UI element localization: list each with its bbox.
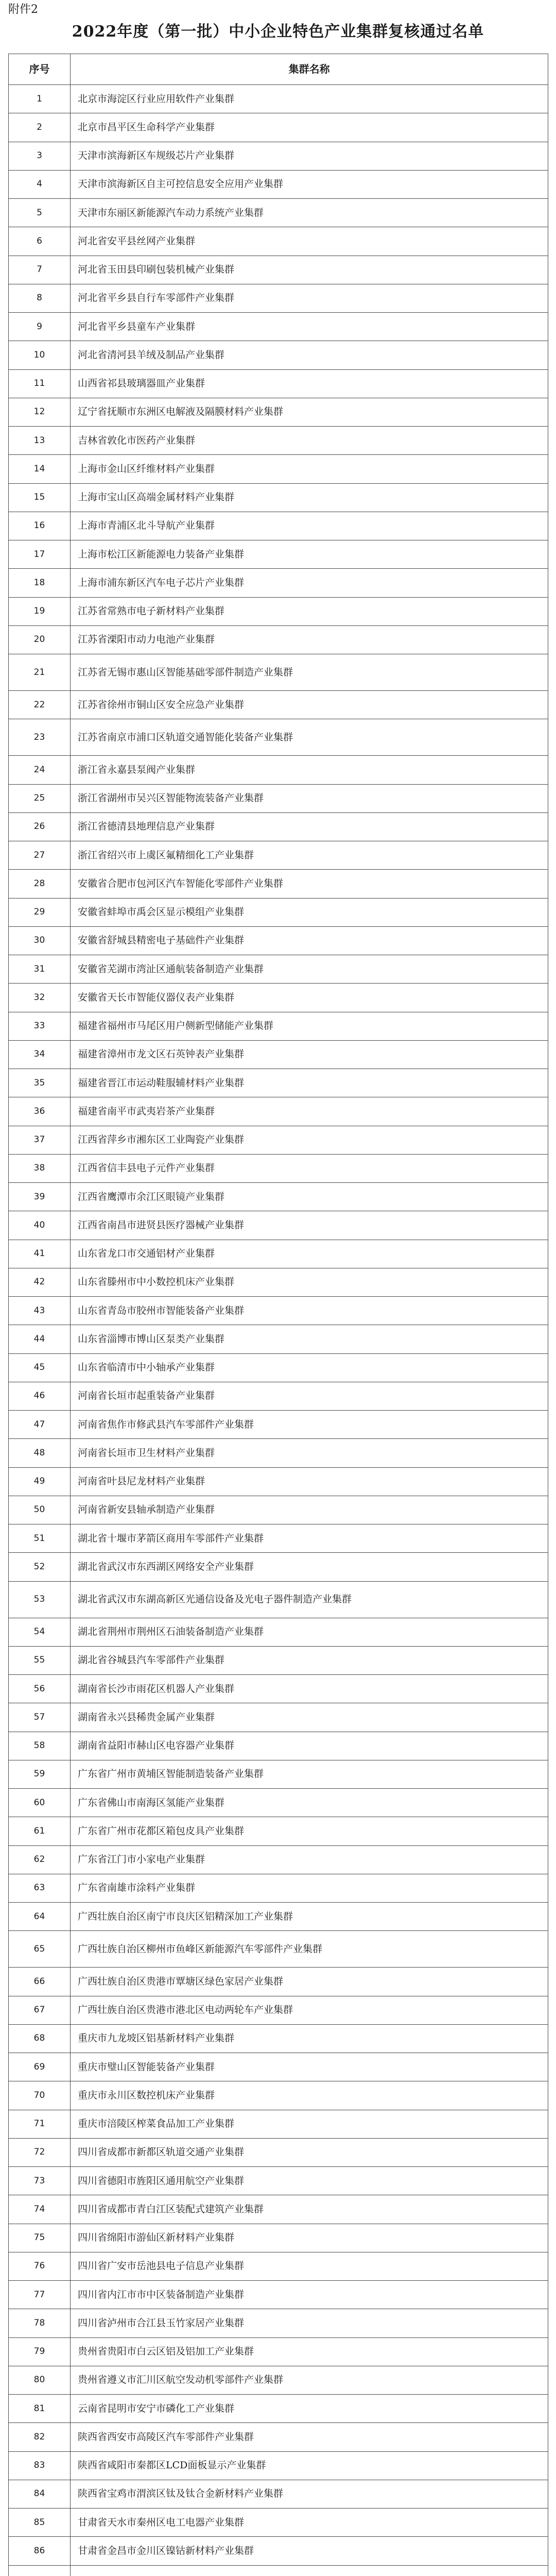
cluster-name-cell bbox=[71, 2565, 548, 2576]
cluster-name-cell: 广东省南雄市涂料产业集群 bbox=[71, 1874, 548, 1902]
table-row bbox=[9, 1496, 548, 1524]
cluster-name-cell: 湖北省荆州市荆州区石油装备制造产业集群 bbox=[71, 1618, 548, 1646]
serial-number-cell: 60 bbox=[9, 1789, 71, 1817]
cluster-name-cell: 重庆市永川区数控机床产业集群 bbox=[71, 2081, 548, 2110]
table-row bbox=[9, 2509, 548, 2537]
serial-number-cell: 4 bbox=[9, 170, 71, 198]
serial-number-cell: 52 bbox=[9, 1553, 71, 1581]
table-row bbox=[9, 984, 548, 1012]
table-row bbox=[9, 398, 548, 426]
serial-number-cell: 85 bbox=[9, 2509, 71, 2537]
table-row bbox=[9, 1097, 548, 1126]
serial-number-cell: 36 bbox=[9, 1097, 71, 1126]
serial-number-cell: 77 bbox=[9, 2281, 71, 2309]
table-row bbox=[9, 1553, 548, 1581]
table-row bbox=[9, 2224, 548, 2252]
cluster-name-cell: 广东省广州市黄埔区智能制造装备产业集群 bbox=[71, 1760, 548, 1788]
serial-number-cell: 13 bbox=[9, 427, 71, 455]
cluster-name-cell: 广东省佛山市南海区氢能产业集群 bbox=[71, 1789, 548, 1817]
serial-number-cell: 53 bbox=[9, 1581, 71, 1618]
cluster-name-cell: 北京市海淀区行业应用软件产业集群 bbox=[71, 85, 548, 113]
cluster-name-cell: 陕西省西安市高陵区汽车零部件产业集群 bbox=[71, 2423, 548, 2451]
table-row bbox=[9, 85, 548, 113]
table-row bbox=[9, 1297, 548, 1325]
cluster-name-cell: 山东省滕州市中小数控机床产业集群 bbox=[71, 1268, 548, 1296]
cluster-name-cell: 安徽省蚌埠市禹会区显示模组产业集群 bbox=[71, 898, 548, 926]
table-row bbox=[9, 784, 548, 812]
table-row bbox=[9, 2252, 548, 2280]
serial-number-cell: 80 bbox=[9, 2366, 71, 2394]
serial-number-cell: 19 bbox=[9, 597, 71, 625]
serial-number-cell: 56 bbox=[9, 1675, 71, 1703]
table-body bbox=[9, 85, 548, 2576]
cluster-name-cell: 甘肃省金昌市金川区镍钴新材料产业集群 bbox=[71, 2537, 548, 2565]
table-row bbox=[9, 1069, 548, 1097]
table-row bbox=[9, 1467, 548, 1496]
table-row bbox=[9, 2337, 548, 2366]
table-row bbox=[9, 654, 548, 691]
serial-number-cell: 34 bbox=[9, 1040, 71, 1069]
header-cluster-name: 集群名称 bbox=[71, 54, 548, 85]
cluster-name-cell: 江苏省常熟市电子新材料产业集群 bbox=[71, 597, 548, 625]
cluster-name-cell: 福建省南平市武夷岩茶产业集群 bbox=[71, 1097, 548, 1126]
cluster-name-cell: 浙江省绍兴市上虞区氟精细化工产业集群 bbox=[71, 841, 548, 870]
table-row bbox=[9, 1126, 548, 1154]
table-row bbox=[9, 2565, 548, 2576]
serial-number-cell: 10 bbox=[9, 341, 71, 369]
cluster-name-cell: 湖南省益阳市赫山区电容器产业集群 bbox=[71, 1732, 548, 1760]
serial-number-cell: 75 bbox=[9, 2224, 71, 2252]
cluster-name-cell: 安徽省合肥市包河区汽车智能化零部件产业集群 bbox=[71, 870, 548, 898]
serial-number-cell: 61 bbox=[9, 1817, 71, 1845]
serial-number-cell: 84 bbox=[9, 2480, 71, 2508]
serial-number-cell: 28 bbox=[9, 870, 71, 898]
cluster-name-cell: 江苏省溧阳市动力电池产业集群 bbox=[71, 625, 548, 654]
serial-number-cell: 42 bbox=[9, 1268, 71, 1296]
header-serial-number: 序号 bbox=[9, 54, 71, 85]
serial-number-cell: 86 bbox=[9, 2537, 71, 2565]
table-row bbox=[9, 1760, 548, 1788]
serial-number-cell: 43 bbox=[9, 1297, 71, 1325]
table-row bbox=[9, 1012, 548, 1040]
table-row bbox=[9, 1732, 548, 1760]
table-row bbox=[9, 1789, 548, 1817]
table-row bbox=[9, 1439, 548, 1467]
serial-number-cell: 27 bbox=[9, 841, 71, 870]
cluster-name-cell: 山东省龙口市交通铝材产业集群 bbox=[71, 1240, 548, 1268]
cluster-name-cell: 安徽省舒城县精密电子基础件产业集群 bbox=[71, 926, 548, 955]
table-row bbox=[9, 2366, 548, 2394]
table-row bbox=[9, 1903, 548, 1931]
table-row bbox=[9, 313, 548, 341]
table-row bbox=[9, 898, 548, 926]
table-row bbox=[9, 427, 548, 455]
cluster-name-cell: 四川省绵阳市游仙区新材料产业集群 bbox=[71, 2224, 548, 2252]
serial-number-cell: 2 bbox=[9, 113, 71, 142]
cluster-name-cell: 河北省平乡县童车产业集群 bbox=[71, 313, 548, 341]
serial-number-cell: 41 bbox=[9, 1240, 71, 1268]
serial-number-cell: 3 bbox=[9, 142, 71, 170]
serial-number-cell: 57 bbox=[9, 1703, 71, 1732]
table-row bbox=[9, 1382, 548, 1410]
serial-number-cell: 22 bbox=[9, 691, 71, 719]
table-row bbox=[9, 341, 548, 369]
table-row bbox=[9, 256, 548, 284]
serial-number-cell: 45 bbox=[9, 1353, 71, 1382]
attachment-label: 附件2 bbox=[8, 3, 38, 16]
cluster-name-cell: 福建省漳州市龙文区石英钟表产业集群 bbox=[71, 1040, 548, 1069]
serial-number-cell: 74 bbox=[9, 2195, 71, 2224]
table-row bbox=[9, 2053, 548, 2081]
table-row bbox=[9, 1154, 548, 1182]
cluster-name-cell: 河北省安平县丝网产业集群 bbox=[71, 227, 548, 256]
serial-number-cell: 67 bbox=[9, 1996, 71, 2024]
cluster-name-cell: 河南省长垣市起重装备产业集群 bbox=[71, 1382, 548, 1410]
serial-number-cell: 18 bbox=[9, 569, 71, 597]
cluster-name-cell: 湖北省十堰市茅箭区商用车零部件产业集群 bbox=[71, 1524, 548, 1553]
table-row bbox=[9, 1817, 548, 1845]
cluster-name-cell: 广西壮族自治区贵港市港北区电动两轮车产业集群 bbox=[71, 1996, 548, 2024]
serial-number-cell: 69 bbox=[9, 2053, 71, 2081]
serial-number-cell: 62 bbox=[9, 1845, 71, 1874]
cluster-name-cell: 甘肃省天水市秦州区电工电器产业集群 bbox=[71, 2509, 548, 2537]
cluster-name-cell: 江苏省南京市浦口区轨道交通智能化装备产业集群 bbox=[71, 719, 548, 756]
table-row bbox=[9, 2281, 548, 2309]
cluster-name-cell: 陕西省咸阳市秦都区LCD面板显示产业集群 bbox=[71, 2451, 548, 2480]
cluster-name-cell: 贵州省贵阳市白云区铝及铝加工产业集群 bbox=[71, 2337, 548, 2366]
serial-number-cell: 14 bbox=[9, 455, 71, 483]
table-row bbox=[9, 199, 548, 227]
serial-number-cell: 5 bbox=[9, 199, 71, 227]
cluster-name-cell: 上海市宝山区高端金属材料产业集群 bbox=[71, 483, 548, 512]
table-row bbox=[9, 1646, 548, 1674]
serial-number-cell: 23 bbox=[9, 719, 71, 756]
serial-number-cell: 78 bbox=[9, 2309, 71, 2337]
cluster-name-cell: 四川省德阳市旌阳区通用航空产业集群 bbox=[71, 2167, 548, 2195]
table-row bbox=[9, 719, 548, 756]
serial-number-cell: 16 bbox=[9, 512, 71, 540]
cluster-name-cell: 河北省玉田县印刷包装机械产业集群 bbox=[71, 256, 548, 284]
cluster-name-cell: 河北省清河县羊绒及制品产业集群 bbox=[71, 341, 548, 369]
table-row bbox=[9, 1353, 548, 1382]
table-row bbox=[9, 2110, 548, 2138]
serial-number-cell: 58 bbox=[9, 1732, 71, 1760]
serial-number-cell bbox=[9, 2565, 71, 2576]
table-row bbox=[9, 1183, 548, 1211]
serial-number-cell: 7 bbox=[9, 256, 71, 284]
table-row bbox=[9, 2395, 548, 2423]
cluster-name-cell: 湖北省谷城县汽车零部件产业集群 bbox=[71, 1646, 548, 1674]
serial-number-cell: 1 bbox=[9, 85, 71, 113]
table-row bbox=[9, 170, 548, 198]
table-row bbox=[9, 540, 548, 569]
table-row bbox=[9, 2423, 548, 2451]
cluster-name-cell: 重庆市涪陵区榨菜食品加工产业集群 bbox=[71, 2110, 548, 2138]
cluster-name-cell: 福建省福州市马尾区用户侧新型储能产业集群 bbox=[71, 1012, 548, 1040]
cluster-name-cell: 山东省青岛市胶州市智能装备产业集群 bbox=[71, 1297, 548, 1325]
table-row bbox=[9, 597, 548, 625]
serial-number-cell: 70 bbox=[9, 2081, 71, 2110]
serial-number-cell: 54 bbox=[9, 1618, 71, 1646]
table-row bbox=[9, 1040, 548, 1069]
table-row bbox=[9, 2480, 548, 2508]
serial-number-cell: 66 bbox=[9, 1968, 71, 1996]
cluster-list-table bbox=[8, 54, 548, 2576]
cluster-name-cell: 江苏省徐州市铜山区安全应急产业集群 bbox=[71, 691, 548, 719]
table-row bbox=[9, 1581, 548, 1618]
cluster-name-cell: 湖南省长沙市雨花区机器人产业集群 bbox=[71, 1675, 548, 1703]
serial-number-cell: 38 bbox=[9, 1154, 71, 1182]
cluster-name-cell: 湖北省武汉市东湖高新区光通信设备及光电子器件制造产业集群 bbox=[71, 1581, 548, 1618]
serial-number-cell: 76 bbox=[9, 2252, 71, 2280]
cluster-name-cell: 江苏省无锡市惠山区智能基础零部件制造产业集群 bbox=[71, 654, 548, 691]
table-header-row bbox=[9, 54, 548, 85]
serial-number-cell: 73 bbox=[9, 2167, 71, 2195]
serial-number-cell: 82 bbox=[9, 2423, 71, 2451]
cluster-name-cell: 河北省平乡县自行车零部件产业集群 bbox=[71, 284, 548, 312]
table-row bbox=[9, 1325, 548, 1353]
table-row bbox=[9, 2451, 548, 2480]
table-row bbox=[9, 1874, 548, 1902]
cluster-name-cell: 河南省叶县尼龙材料产业集群 bbox=[71, 1467, 548, 1496]
serial-number-cell: 25 bbox=[9, 784, 71, 812]
cluster-name-cell: 安徽省芜湖市湾沚区通航装备制造产业集群 bbox=[71, 955, 548, 984]
cluster-name-cell: 河南省焦作市修武县汽车零部件产业集群 bbox=[71, 1411, 548, 1439]
table-row bbox=[9, 841, 548, 870]
table-row bbox=[9, 227, 548, 256]
table-row bbox=[9, 1675, 548, 1703]
cluster-name-cell: 江西省萍乡市湘东区工业陶瓷产业集群 bbox=[71, 1126, 548, 1154]
serial-number-cell: 24 bbox=[9, 756, 71, 784]
table-row bbox=[9, 625, 548, 654]
cluster-name-cell: 福建省晋江市运动鞋服辅材料产业集群 bbox=[71, 1069, 548, 1097]
serial-number-cell: 37 bbox=[9, 1126, 71, 1154]
serial-number-cell: 26 bbox=[9, 812, 71, 841]
cluster-name-cell: 上海市松江区新能源电力装备产业集群 bbox=[71, 540, 548, 569]
table-row bbox=[9, 569, 548, 597]
table-row bbox=[9, 1968, 548, 1996]
table-row bbox=[9, 142, 548, 170]
cluster-name-cell: 广东省广州市花都区箱包皮具产业集群 bbox=[71, 1817, 548, 1845]
table-row bbox=[9, 1211, 548, 1240]
cluster-name-cell: 四川省成都市青白江区装配式建筑产业集群 bbox=[71, 2195, 548, 2224]
table-row bbox=[9, 1845, 548, 1874]
cluster-name-cell: 北京市昌平区生命科学产业集群 bbox=[71, 113, 548, 142]
table-row bbox=[9, 512, 548, 540]
serial-number-cell: 59 bbox=[9, 1760, 71, 1788]
serial-number-cell: 83 bbox=[9, 2451, 71, 2480]
cluster-name-cell: 四川省内江市市中区装备制造产业集群 bbox=[71, 2281, 548, 2309]
table-row bbox=[9, 113, 548, 142]
cluster-name-cell: 广东省江门市小家电产业集群 bbox=[71, 1845, 548, 1874]
table-row bbox=[9, 1996, 548, 2024]
table-row bbox=[9, 1268, 548, 1296]
serial-number-cell: 55 bbox=[9, 1646, 71, 1674]
cluster-name-cell: 山东省临清市中小轴承产业集群 bbox=[71, 1353, 548, 1382]
serial-number-cell: 47 bbox=[9, 1411, 71, 1439]
table-row bbox=[9, 1703, 548, 1732]
serial-number-cell: 35 bbox=[9, 1069, 71, 1097]
table-row bbox=[9, 1524, 548, 1553]
serial-number-cell: 65 bbox=[9, 1931, 71, 1968]
table-row bbox=[9, 2309, 548, 2337]
table-row bbox=[9, 2195, 548, 2224]
serial-number-cell: 71 bbox=[9, 2110, 71, 2138]
cluster-name-cell: 浙江省德清县地理信息产业集群 bbox=[71, 812, 548, 841]
table-row bbox=[9, 1618, 548, 1646]
table-row bbox=[9, 369, 548, 398]
table-row bbox=[9, 455, 548, 483]
serial-number-cell: 32 bbox=[9, 984, 71, 1012]
serial-number-cell: 8 bbox=[9, 284, 71, 312]
cluster-name-cell: 江西省鹰潭市余江区眼镜产业集群 bbox=[71, 1183, 548, 1211]
cluster-name-cell: 浙江省永嘉县泵阀产业集群 bbox=[71, 756, 548, 784]
serial-number-cell: 44 bbox=[9, 1325, 71, 1353]
cluster-name-cell: 重庆市九龙坡区铝基新材料产业集群 bbox=[71, 2024, 548, 2053]
table-row bbox=[9, 812, 548, 841]
cluster-name-cell: 陕西省宝鸡市渭滨区钛及钛合金新材料产业集群 bbox=[71, 2480, 548, 2508]
cluster-name-cell: 湖南省永兴县稀贵金属产业集群 bbox=[71, 1703, 548, 1732]
serial-number-cell: 30 bbox=[9, 926, 71, 955]
table-row bbox=[9, 284, 548, 312]
cluster-name-cell: 广西壮族自治区贵港市覃塘区绿色家居产业集群 bbox=[71, 1968, 548, 1996]
serial-number-cell: 15 bbox=[9, 483, 71, 512]
serial-number-cell: 63 bbox=[9, 1874, 71, 1902]
cluster-name-cell: 四川省成都市新都区轨道交通产业集群 bbox=[71, 2138, 548, 2166]
cluster-name-cell: 云南省昆明市安宁市磷化工产业集群 bbox=[71, 2395, 548, 2423]
cluster-name-cell: 天津市东丽区新能源汽车动力系统产业集群 bbox=[71, 199, 548, 227]
cluster-name-cell: 山东省淄博市博山区泵类产业集群 bbox=[71, 1325, 548, 1353]
cluster-name-cell: 贵州省遵义市汇川区航空发动机零部件产业集群 bbox=[71, 2366, 548, 2394]
cluster-name-cell: 上海市金山区纤维材料产业集群 bbox=[71, 455, 548, 483]
cluster-name-cell: 山西省祁县玻璃器皿产业集群 bbox=[71, 369, 548, 398]
cluster-name-cell: 河南省长垣市卫生材料产业集群 bbox=[71, 1439, 548, 1467]
cluster-name-cell: 四川省广安市岳池县电子信息产业集群 bbox=[71, 2252, 548, 2280]
serial-number-cell: 21 bbox=[9, 654, 71, 691]
serial-number-cell: 39 bbox=[9, 1183, 71, 1211]
cluster-name-cell: 重庆市璧山区智能装备产业集群 bbox=[71, 2053, 548, 2081]
table-row bbox=[9, 483, 548, 512]
serial-number-cell: 72 bbox=[9, 2138, 71, 2166]
serial-number-cell: 68 bbox=[9, 2024, 71, 2053]
serial-number-cell: 51 bbox=[9, 1524, 71, 1553]
cluster-name-cell: 上海市浦东新区汽车电子芯片产业集群 bbox=[71, 569, 548, 597]
cluster-name-cell: 湖北省武汉市东西湖区网络安全产业集群 bbox=[71, 1553, 548, 1581]
serial-number-cell: 31 bbox=[9, 955, 71, 984]
serial-number-cell: 33 bbox=[9, 1012, 71, 1040]
serial-number-cell: 40 bbox=[9, 1211, 71, 1240]
table-row bbox=[9, 926, 548, 955]
table-row bbox=[9, 2081, 548, 2110]
serial-number-cell: 6 bbox=[9, 227, 71, 256]
cluster-name-cell: 辽宁省抚顺市东洲区电解液及隔膜材料产业集群 bbox=[71, 398, 548, 426]
table-row bbox=[9, 955, 548, 984]
serial-number-cell: 11 bbox=[9, 369, 71, 398]
cluster-name-cell: 广西壮族自治区南宁市良庆区铝精深加工产业集群 bbox=[71, 1903, 548, 1931]
table-row bbox=[9, 1931, 548, 1968]
cluster-name-cell: 浙江省湖州市吴兴区智能物流装备产业集群 bbox=[71, 784, 548, 812]
cluster-name-cell: 天津市滨海新区车规级芯片产业集群 bbox=[71, 142, 548, 170]
cluster-name-cell: 安徽省天长市智能仪器仪表产业集群 bbox=[71, 984, 548, 1012]
serial-number-cell: 64 bbox=[9, 1903, 71, 1931]
serial-number-cell: 20 bbox=[9, 625, 71, 654]
serial-number-cell: 50 bbox=[9, 1496, 71, 1524]
cluster-name-cell: 吉林省敦化市医药产业集群 bbox=[71, 427, 548, 455]
cluster-name-cell: 四川省泸州市合江县玉竹家居产业集群 bbox=[71, 2309, 548, 2337]
serial-number-cell: 46 bbox=[9, 1382, 71, 1410]
serial-number-cell: 79 bbox=[9, 2337, 71, 2366]
cluster-name-cell: 河南省新安县轴承制造产业集群 bbox=[71, 1496, 548, 1524]
serial-number-cell: 29 bbox=[9, 898, 71, 926]
serial-number-cell: 48 bbox=[9, 1439, 71, 1467]
table-row bbox=[9, 2024, 548, 2053]
table-row bbox=[9, 2138, 548, 2166]
document-title: 2022年度（第一批）中小企业特色产业集群复核通过名单 bbox=[72, 23, 484, 41]
cluster-name-cell: 上海市青浦区北斗导航产业集群 bbox=[71, 512, 548, 540]
cluster-name-cell: 江西省南昌市进贤县医疗器械产业集群 bbox=[71, 1211, 548, 1240]
table-row bbox=[9, 2537, 548, 2565]
serial-number-cell: 81 bbox=[9, 2395, 71, 2423]
cluster-name-cell: 天津市滨海新区自主可控信息安全应用产业集群 bbox=[71, 170, 548, 198]
serial-number-cell: 12 bbox=[9, 398, 71, 426]
table-row bbox=[9, 870, 548, 898]
serial-number-cell: 9 bbox=[9, 313, 71, 341]
table-row bbox=[9, 1411, 548, 1439]
table-row bbox=[9, 1240, 548, 1268]
serial-number-cell: 17 bbox=[9, 540, 71, 569]
table-row bbox=[9, 756, 548, 784]
cluster-name-cell: 江西省信丰县电子元件产业集群 bbox=[71, 1154, 548, 1182]
serial-number-cell: 49 bbox=[9, 1467, 71, 1496]
table-row bbox=[9, 691, 548, 719]
cluster-name-cell: 广西壮族自治区柳州市鱼峰区新能源汽车零部件产业集群 bbox=[71, 1931, 548, 1968]
table-row bbox=[9, 2167, 548, 2195]
